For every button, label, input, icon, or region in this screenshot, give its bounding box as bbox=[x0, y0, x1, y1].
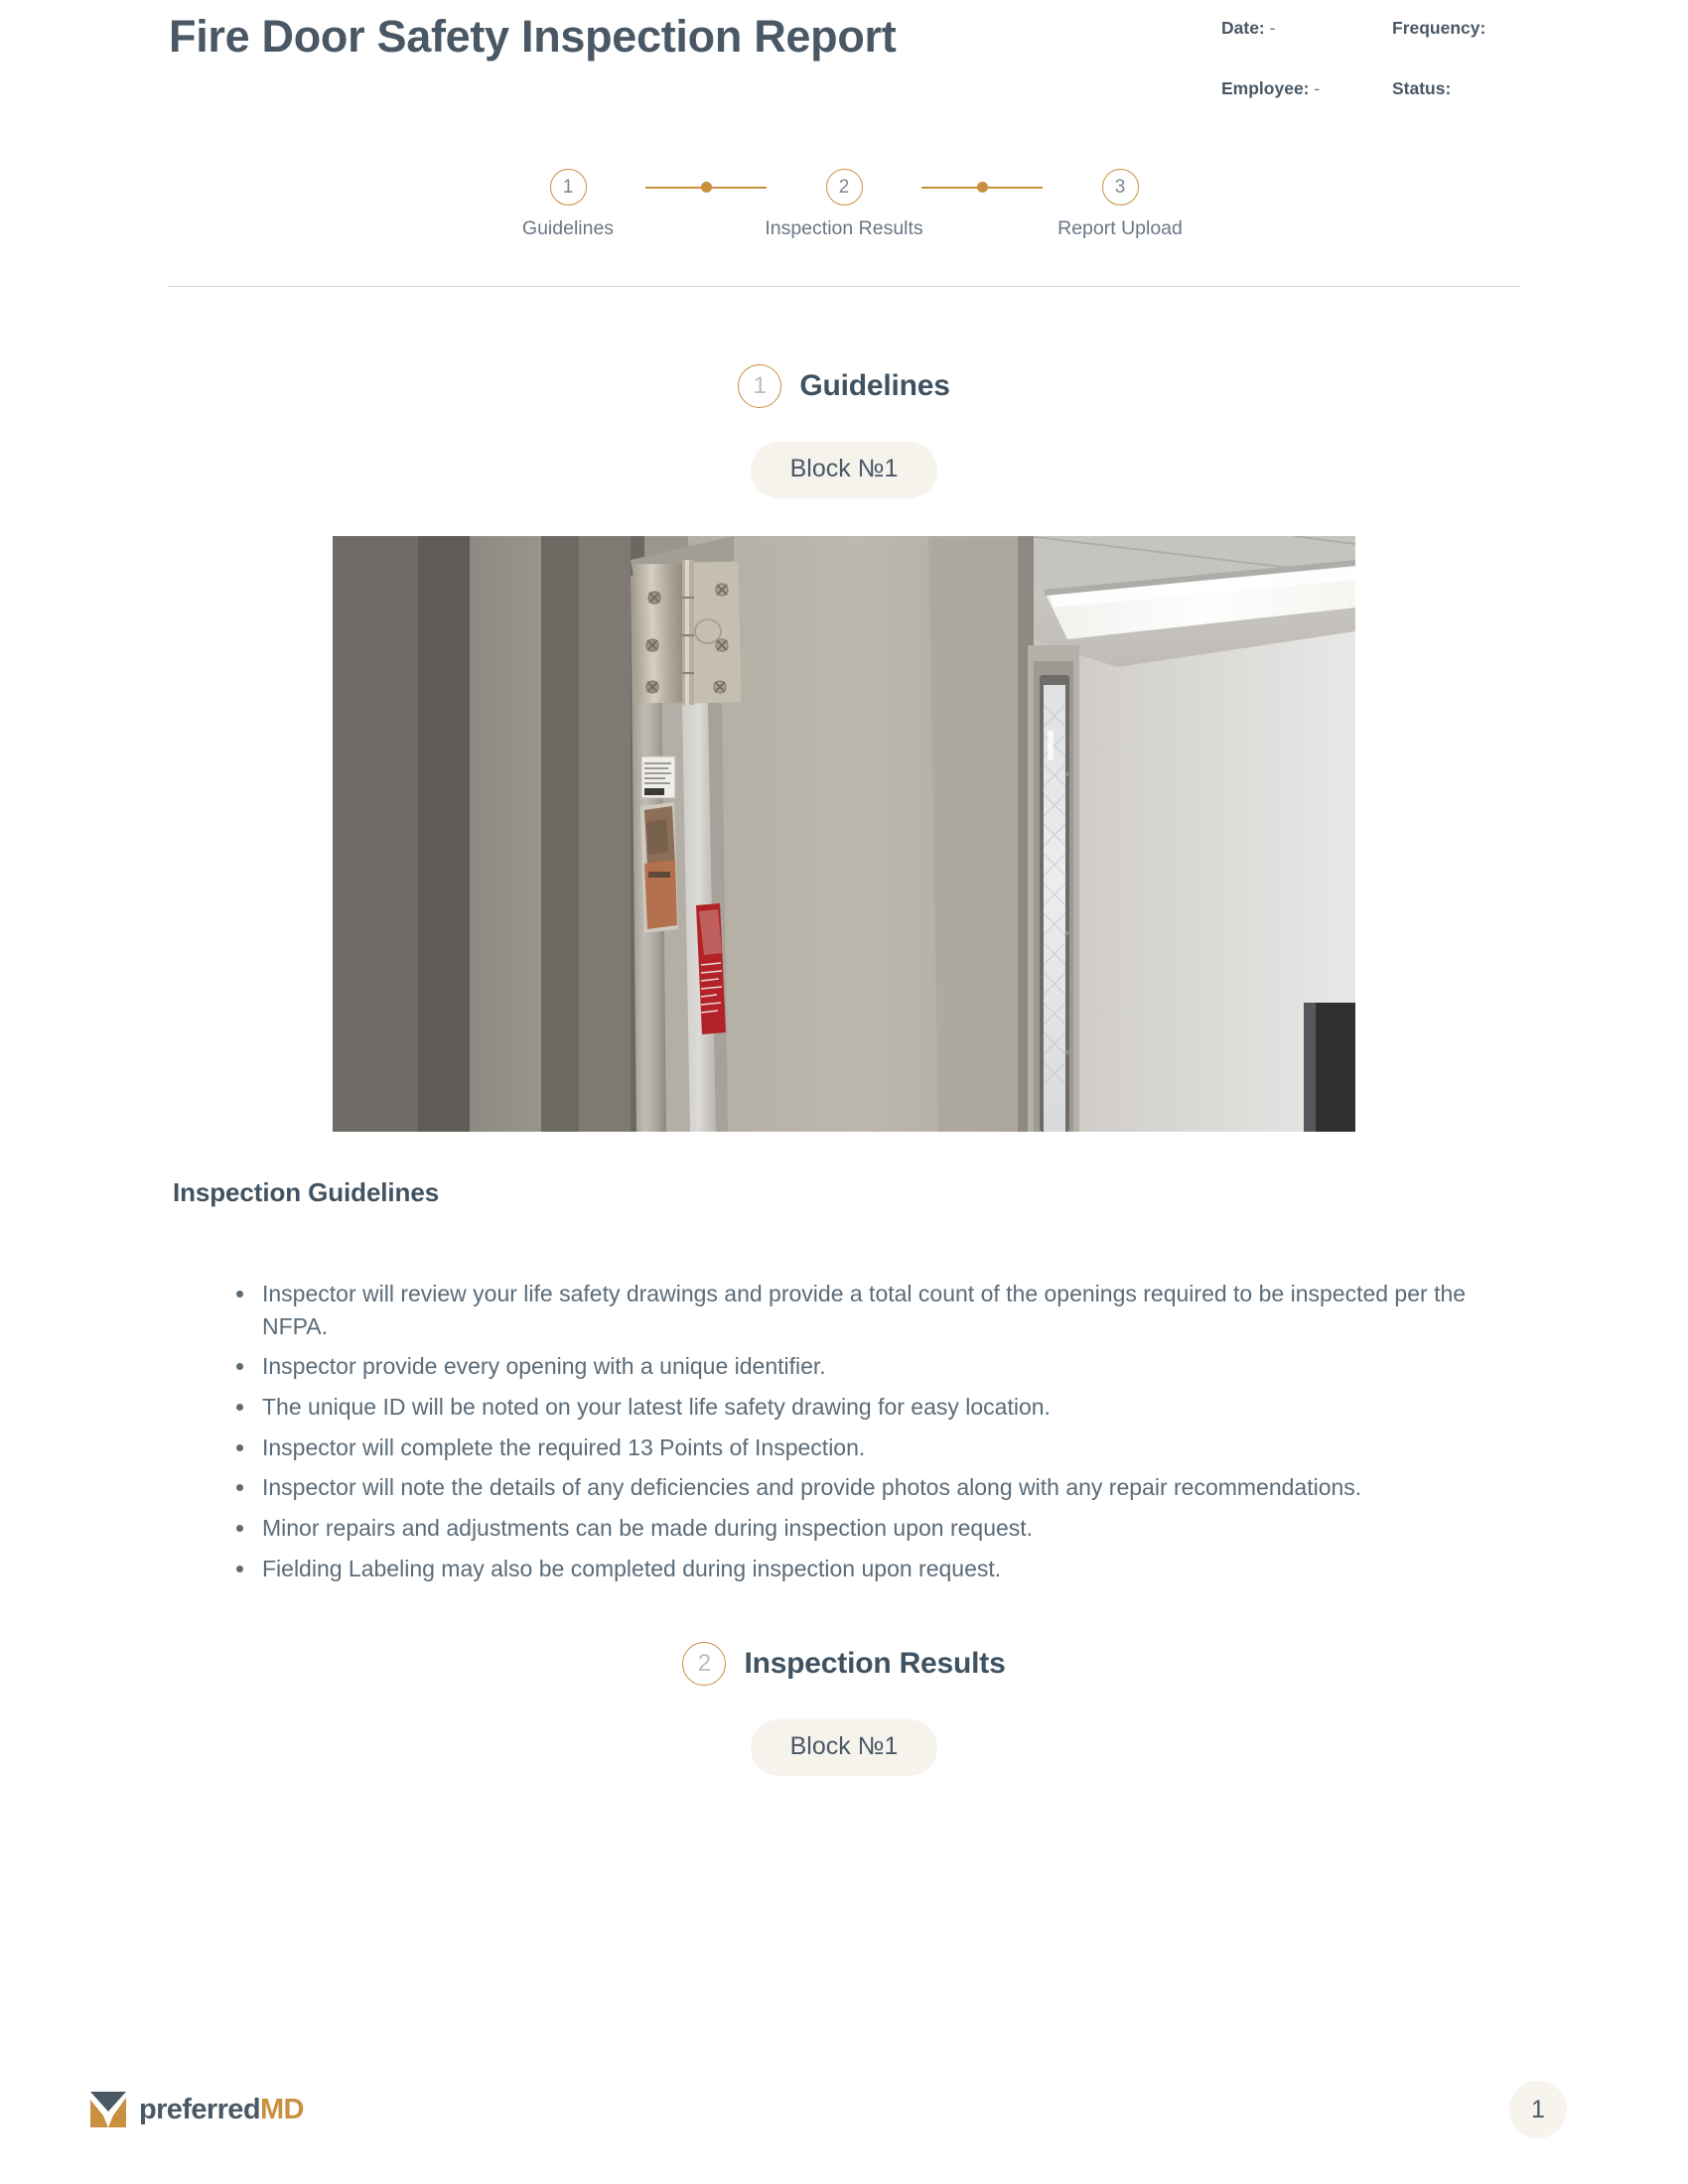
list-item: Minor repairs and adjustments can be made during inspection upon request. bbox=[234, 1512, 1476, 1545]
inspection-photo-row bbox=[0, 536, 1688, 1132]
section-title: Inspection Results bbox=[744, 1647, 1006, 1681]
list-item: The unique ID will be noted on your latest life safety drawing for easy location. bbox=[234, 1391, 1476, 1424]
block-pill: Block №1 bbox=[751, 442, 938, 498]
stepper-connector-2 bbox=[925, 169, 1039, 205]
block-pill-row-1 bbox=[0, 442, 1688, 498]
block-pill: Block №1 bbox=[751, 1719, 938, 1776]
meta-frequency bbox=[1392, 18, 1519, 39]
meta-status-label: Status: bbox=[1392, 78, 1452, 98]
stepper-connector-dot-icon bbox=[701, 182, 712, 193]
report-metadata bbox=[1221, 2, 1519, 99]
block-pill-row-2 bbox=[0, 1719, 1688, 1776]
page-number-badge: 1 bbox=[1509, 2081, 1567, 2138]
inspection-guidelines-heading: Inspection Guidelines bbox=[173, 1177, 440, 1207]
stepper-step-number: 3 bbox=[1102, 169, 1139, 205]
fire-door-hinge-photo bbox=[333, 536, 1355, 1132]
list-item: Inspector will review your life safety drawings and provide a total count of the openings required to be inspected per the NFPA. bbox=[234, 1278, 1476, 1342]
stepper-step-number: 1 bbox=[550, 169, 587, 205]
list-item: Inspector will complete the required 13 Points of Inspection. bbox=[234, 1432, 1476, 1464]
stepper-step-label: Report Upload bbox=[1057, 217, 1183, 239]
list-item: Inspector provide every opening with a unique identifier. bbox=[234, 1350, 1476, 1383]
header-divider bbox=[169, 286, 1519, 287]
list-item: Fielding Labeling may also be completed during inspection upon request. bbox=[234, 1553, 1476, 1585]
stepper-step-label: Inspection Results bbox=[765, 217, 923, 239]
meta-employee-label: Employee: bbox=[1221, 78, 1310, 98]
meta-date bbox=[1221, 18, 1392, 39]
stepper-connector-dot-icon bbox=[977, 182, 988, 193]
stepper-step-report-upload[interactable] bbox=[1039, 169, 1201, 240]
logo-text-accent: MD bbox=[259, 2093, 304, 2125]
progress-stepper bbox=[0, 169, 1688, 240]
section-title: Guidelines bbox=[799, 369, 950, 402]
envelope-check-logo-icon bbox=[87, 2090, 129, 2129]
inspection-guidelines-list bbox=[234, 1278, 1476, 1584]
logo-text-primary: preferred bbox=[139, 2093, 260, 2125]
page-title: Fire Door Safety Inspection Report bbox=[169, 11, 897, 62]
section-heading-guidelines bbox=[0, 364, 1688, 408]
meta-date-value: - bbox=[1269, 18, 1276, 38]
page-footer bbox=[0, 2035, 1688, 2184]
preferredmd-logo bbox=[87, 2090, 304, 2129]
page-header bbox=[0, 2, 1688, 99]
stepper-step-number: 2 bbox=[826, 169, 863, 205]
section-heading-inspection-results bbox=[0, 1642, 1688, 1686]
stepper-step-guidelines[interactable] bbox=[487, 169, 649, 240]
meta-employee bbox=[1221, 78, 1392, 99]
meta-employee-value: - bbox=[1314, 78, 1321, 98]
section-number-badge: 1 bbox=[738, 364, 781, 408]
stepper-step-inspection-results[interactable] bbox=[763, 169, 925, 240]
list-item: Inspector will note the details of any deficiencies and provide photos along with any repair recommendations. bbox=[234, 1471, 1476, 1504]
section-number-badge: 2 bbox=[682, 1642, 726, 1686]
logo-wordmark bbox=[139, 2093, 304, 2125]
stepper-connector-1 bbox=[649, 169, 763, 205]
meta-date-label: Date: bbox=[1221, 18, 1265, 38]
meta-status bbox=[1392, 78, 1519, 99]
meta-frequency-label: Frequency: bbox=[1392, 18, 1486, 38]
stepper-step-label: Guidelines bbox=[521, 217, 615, 239]
